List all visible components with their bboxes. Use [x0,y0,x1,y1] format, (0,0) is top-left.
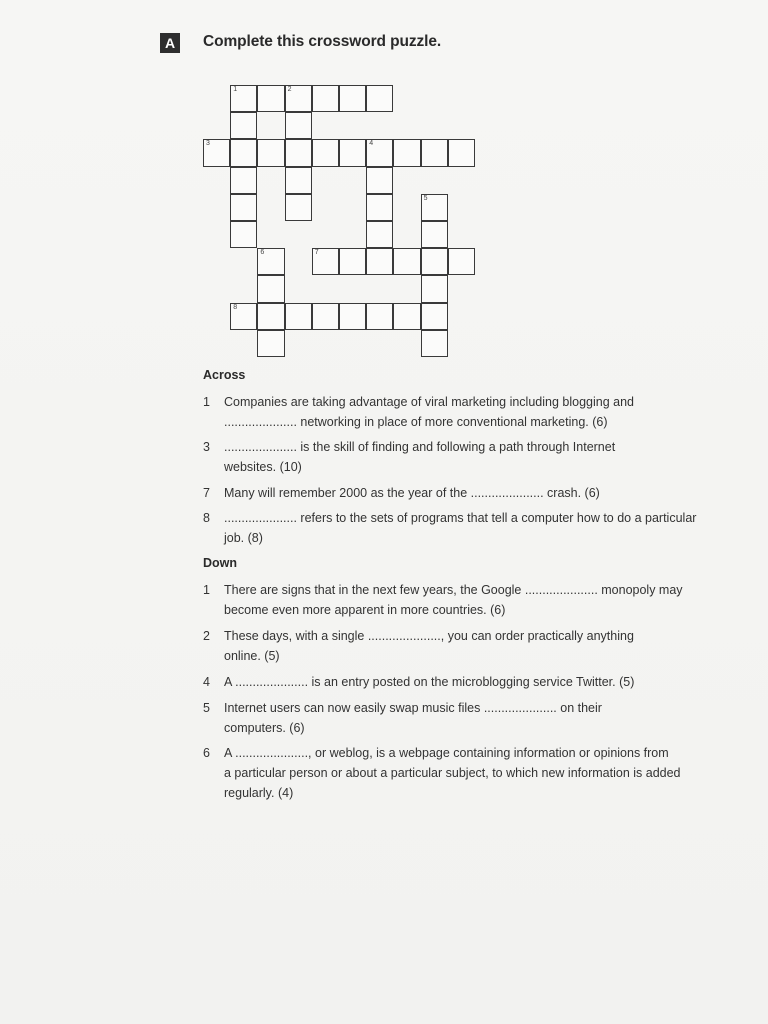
crossword-cell[interactable] [230,139,257,166]
crossword-cell[interactable] [257,330,284,357]
crossword-cell[interactable] [366,221,393,248]
clue-line: Many will remember 2000 as the year of the ..................... crash. (6) [224,486,600,500]
crossword-cell[interactable] [339,248,366,275]
clue-number: 2 [287,86,292,93]
crossword-grid [203,85,503,365]
clue-number: 8 [203,511,210,525]
clue-number: 7 [314,249,319,257]
clue-line: job. (8) [224,531,263,545]
crossword-cell[interactable] [257,139,284,166]
clue-line: websites. (10) [224,460,302,474]
crossword-cell[interactable] [366,167,393,194]
clue-number: 5 [203,701,210,715]
across-clue [203,437,743,477]
crossword-cell[interactable] [230,221,257,248]
clue-line: Companies are taking advantage of viral marketing including blogging and [224,395,634,409]
clue-number: 2 [203,629,210,643]
crossword-cell[interactable] [339,85,366,112]
crossword-cell[interactable] [421,330,448,357]
clue-line: computers. (6) [224,721,305,735]
crossword-cell[interactable] [448,248,475,275]
clue-number: 8 [233,303,238,311]
down-clue [203,743,743,803]
crossword-cell[interactable] [312,85,339,112]
crossword-cell[interactable] [230,167,257,194]
crossword-cell[interactable] [339,139,366,166]
crossword-cell[interactable] [285,303,312,330]
crossword-cell[interactable] [421,275,448,302]
crossword-cell[interactable] [366,139,393,166]
crossword-cell[interactable] [285,85,312,112]
clue-number: 4 [369,140,374,148]
clue-number: 4 [203,675,210,689]
crossword-cell[interactable] [257,248,284,275]
crossword-cell[interactable] [421,194,448,221]
down-heading: Down [203,556,238,570]
crossword-cell[interactable] [203,139,230,166]
crossword-cell[interactable] [393,303,420,330]
clue-line: ..................... is the skill of finding and following a path through Internet [224,440,616,454]
crossword-cell[interactable] [312,248,339,275]
clue-number: 1 [203,395,210,409]
crossword-cell[interactable] [421,221,448,248]
clue-line: ..................... refers to the sets of programs that tell a computer how to do a particular [224,511,697,525]
crossword-cell[interactable] [285,139,312,166]
crossword-cell[interactable] [285,194,312,221]
crossword-cell[interactable] [448,139,475,166]
crossword-cell[interactable] [285,112,312,139]
crossword-cell[interactable] [421,303,448,330]
across-clue [203,508,743,548]
clue-number: 1 [233,86,238,93]
down-clue [203,580,743,620]
across-clue [203,392,743,432]
crossword-cell[interactable] [257,275,284,302]
clue-line: ..................... networking in place of more conventional marketing. (6) [224,415,608,429]
crossword-cell[interactable] [230,85,257,112]
crossword-cell[interactable] [285,167,312,194]
down-clue [203,626,743,666]
crossword-cell[interactable] [230,112,257,139]
exercise-title: Complete this crossword puzzle. [203,33,442,50]
across-heading: Across [203,368,246,382]
crossword-cell[interactable] [366,248,393,275]
crossword-cell[interactable] [312,139,339,166]
crossword-cell[interactable] [366,194,393,221]
clue-line: A ..................... is an entry posted on the microblogging service Twitter. (5) [224,675,635,689]
clue-line: become even more apparent in more countries. (6) [224,603,506,617]
crossword-cell[interactable] [230,303,257,330]
crossword-cell[interactable] [230,194,257,221]
down-clue [203,672,743,692]
clue-number: 5 [423,194,428,202]
down-clue [203,698,743,738]
clue-line: Internet users can now easily swap music files ..................... on their [224,701,602,715]
crossword-cell[interactable] [421,248,448,275]
clue-line: online. (5) [224,649,280,663]
crossword-cell[interactable] [339,303,366,330]
clue-number: 6 [260,249,265,257]
crossword-cell[interactable] [393,139,420,166]
clue-number: 3 [203,440,210,454]
crossword-cell[interactable] [257,85,284,112]
clue-line: There are signs that in the next few years, the Google ..................... monopoly may [224,583,683,597]
exercise-letter-badge: A [160,33,180,53]
clue-number: 7 [203,486,210,500]
clue-line: A ....................., or weblog, is a webpage containing information or opinions from [224,746,669,760]
clue-number: 3 [206,140,210,148]
across-clue [203,483,743,503]
crossword-cell[interactable] [366,303,393,330]
clue-line: a particular person or about a particular subject, to which new information is added [224,766,681,780]
clue-line: regularly. (4) [224,786,294,800]
crossword-cell[interactable] [366,85,393,112]
crossword-cell[interactable] [257,303,284,330]
crossword-cell[interactable] [421,139,448,166]
crossword-cell[interactable] [393,248,420,275]
clue-number: 1 [203,583,210,597]
crossword-cell[interactable] [312,303,339,330]
clue-line: These days, with a single ....................., you can order practically anything [224,629,634,643]
clue-number: 6 [203,746,210,760]
